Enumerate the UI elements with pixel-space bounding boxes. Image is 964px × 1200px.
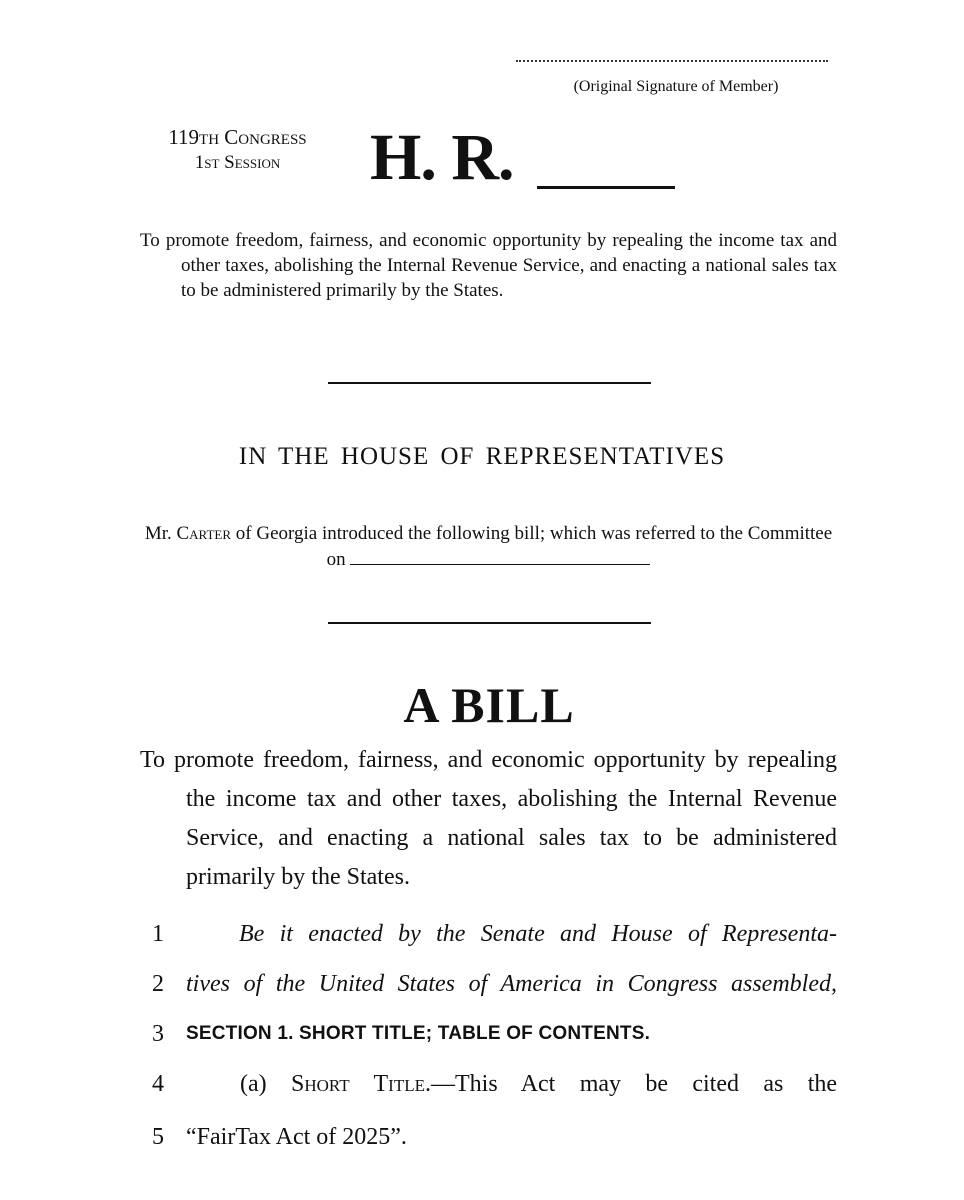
sponsor-prefix: Mr. [144, 523, 172, 544]
signature-caption: (Original Signature of Member) [573, 78, 779, 95]
line-text [186, 1064, 837, 1104]
bill-line [0, 914, 964, 954]
introduction-text: of Georgia introduced the following bill; which was referred to the Committee on [235, 523, 833, 570]
subsection-heading: Short Title [291, 1071, 425, 1097]
short-description: To promote freedom, fairness, and economic opportunity by repealing the income tax and other taxes, abolishing the Internal Revenue Service, and enacting a national sales tax to be administered primarily by the States. [140, 230, 837, 301]
signature-line [516, 50, 828, 62]
section-heading: SECTION 1. SHORT TITLE; TABLE OF CONTENTS. [186, 1023, 651, 1044]
divider-rule [328, 382, 651, 384]
divider-rule [328, 622, 651, 624]
congress-session-block [120, 124, 355, 176]
subsection-marker: (a) [240, 1071, 267, 1097]
line-number: 5 [152, 1124, 164, 1150]
congress-label: 119th Congress [168, 125, 307, 149]
line-text: tives of the United States of America in Congress assembled, [186, 971, 837, 997]
bill-line [0, 1014, 964, 1054]
line-number: 3 [152, 1021, 164, 1047]
bill-line [0, 1117, 964, 1157]
committee-blank [350, 552, 650, 565]
subsection-text: .—This Act may be cited as the [425, 1071, 838, 1097]
line-number: 4 [152, 1071, 164, 1097]
line-text: “FairTax Act of 2025”. [186, 1124, 407, 1150]
chamber-heading: IN THE HOUSE OF REPRESENTATIVES [238, 443, 726, 470]
bill-number-blank [537, 186, 675, 189]
bill-line [0, 1064, 964, 1104]
introduction-statement [140, 521, 837, 573]
bill-title: A BILL [403, 677, 575, 733]
bill-line [0, 964, 964, 1004]
line-number: 2 [152, 971, 164, 997]
session-label: 1st Session [194, 152, 281, 173]
line-text: Be it enacted by the Senate and House of Representa- [239, 921, 837, 947]
long-title: To promote freedom, fairness, and economic opportunity by repealing the income tax and other taxes, abolishing the Internal Revenue Service, and enacting a national sales tax to be administered primarily by the States. [140, 747, 837, 890]
bill-designation: H. R. [370, 121, 514, 194]
line-number: 1 [152, 921, 164, 947]
sponsor-name: Carter [176, 523, 232, 544]
